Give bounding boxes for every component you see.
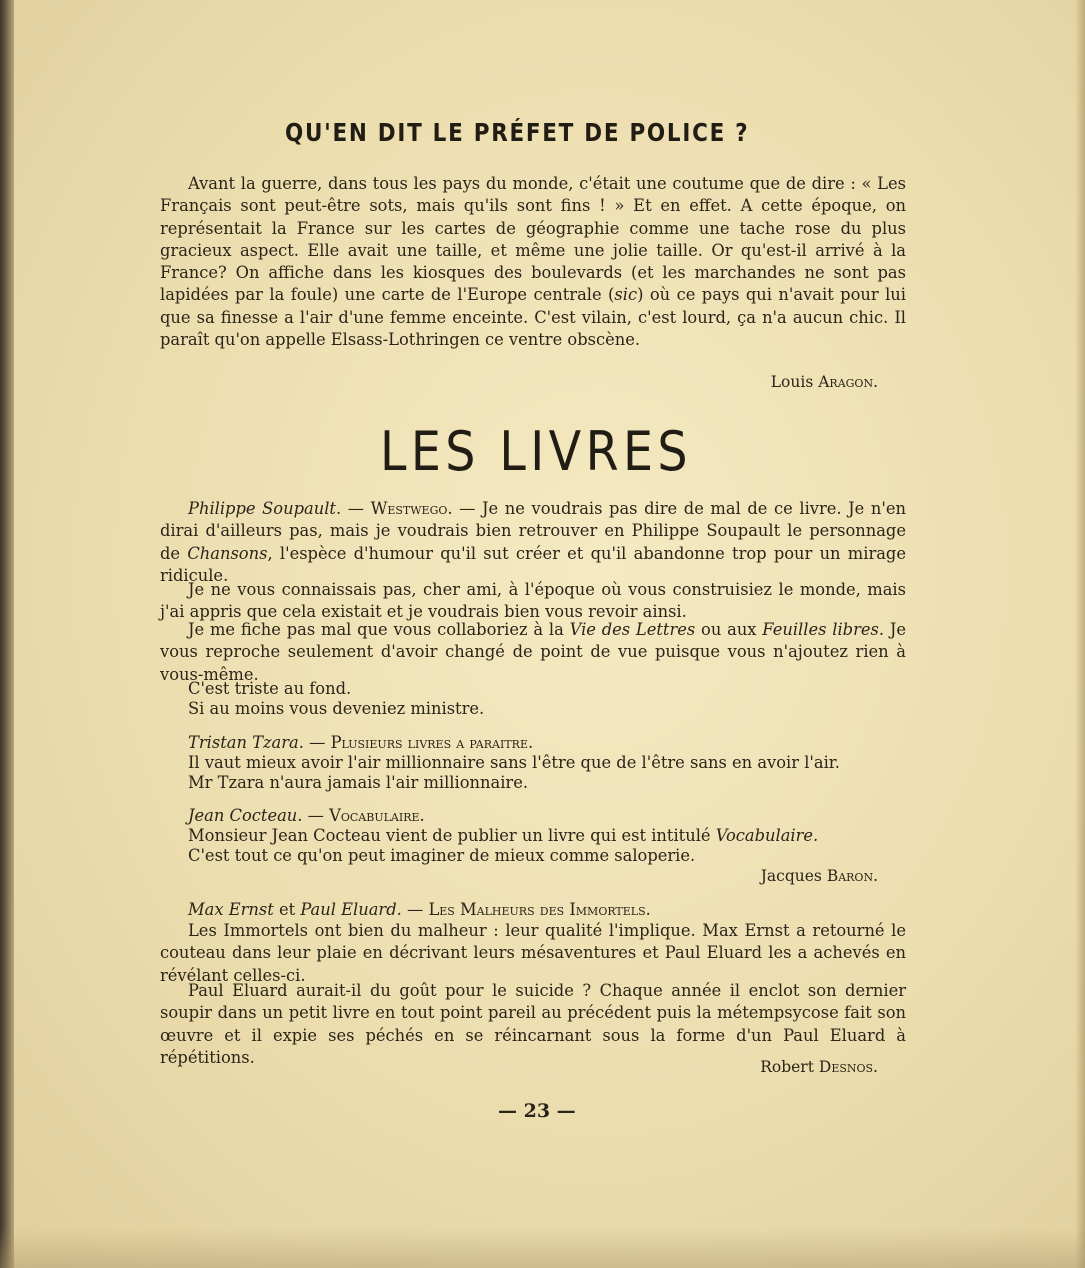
- review-italic: Chansons: [187, 543, 268, 563]
- signature-last-name: Aragon.: [818, 373, 878, 391]
- conjunction: et: [273, 900, 301, 919]
- review-ernst-eluard-p1: Les Immortels ont bien du malheur : leur qualité l'implique. Max Ernst a retourné le couteau dans leur plaie en décrivant leurs mésaventures et Paul Eluard les a achevés en révélant celles-ci.: [160, 921, 906, 985]
- review-author: Paul Eluard.: [300, 900, 402, 919]
- signature-first-name: Robert: [760, 1058, 814, 1076]
- signature-first-name: Louis: [770, 373, 814, 391]
- review-soupault-p1: [160, 498, 906, 587]
- signature-aragon: [771, 373, 878, 391]
- article-paragraph: [160, 173, 906, 351]
- review-text: , l'espèce d'humour qu'il sut créer et qu'il abandonne trop pour un mirage ridicule.: [160, 543, 906, 585]
- signature-desnos: [760, 1058, 878, 1076]
- separator: —: [401, 900, 429, 919]
- review-ernst-eluard-p2: Paul Eluard aurait-il du goût pour le suicide ? Chaque année il enclot son dernier soupir dans un petit livre en tout point pareil au précédent puis la métempsycose fait son œuvre et il expie ses péchés en se réincarnant sous la forme d'un Paul Eluard à répétitions.: [160, 981, 906, 1067]
- review-text: ou aux: [695, 620, 763, 639]
- section-title: LES LIVRES: [380, 420, 692, 483]
- review-soupault-p2: Je ne vous connaissais pas, cher ami, à l'époque où vous construisiez le monde, mais j'ai appris que cela existait et je voudrais bien vous revoir ainsi.: [160, 580, 906, 622]
- book-spine: [0, 0, 14, 1268]
- signature-last-name: Desnos.: [818, 1058, 878, 1076]
- sic-note: sic: [614, 285, 638, 305]
- page-edge-right: [1075, 0, 1085, 1268]
- article-text-end: ) où ce pays qui n'avait pour lui que sa finesse a l'air d'une femme enceinte. C'est vilain, c'est lourd, ça n'a aucun chic. Il paraît qu'on appelle Elsass-Lothringen ce ventre obscène.: [160, 285, 906, 350]
- review-tzara-heading: [188, 733, 533, 752]
- article-text: Avant la guerre, dans tous les pays du monde, c'était une coutume que de dire : « Les Français sont peut-être sots, mais qu'ils sont fins ! » Et en effet. A cette époque, on représentait la France sur les cartes de géographie comme une tache rose du plus gracieux aspect. Elle avait une taille, et même une jolie taille. Or qu'est-il arrivé à la France? On affiche dans les kiosques des boulevards (et les marchandes ne sont pas lapidées par la foule) une carte de l'Europe centrale (: [160, 174, 906, 305]
- review-italic: Feuilles libres: [762, 620, 879, 639]
- review-tzara-line1: Il vaut mieux avoir l'air millionnaire sans l'être que de l'être sans en avoir l'air.: [188, 753, 840, 772]
- review-text: Je me fiche pas mal que vous collaboriez à la: [188, 620, 570, 639]
- page-number: — 23 —: [498, 1100, 576, 1122]
- review-cocteau-line1: [188, 826, 818, 845]
- signature-last-name: Baron.: [826, 867, 878, 885]
- review-book-title: Plusieurs livres a paraitre.: [330, 733, 534, 752]
- review-text: . Je vous reproche seulement d'avoir changé de point de vue puisque vous n'ajoutez rien à vous-même.: [160, 620, 906, 684]
- signature-first-name: Jacques: [760, 867, 822, 885]
- review-text: Je ne voudrais pas dire de mal de ce livre. Je n'en dirai d'ailleurs pas, mais je voudrais bien retrouver en Philippe Soupault le personnage de: [160, 499, 906, 563]
- separator: —: [341, 499, 371, 518]
- review-soupault-p3: [160, 619, 906, 686]
- review-cocteau-line2: C'est tout ce qu'on peut imaginer de mieux comme saloperie.: [188, 846, 696, 865]
- review-book-title: Westwego.: [370, 499, 453, 518]
- separator: —: [452, 499, 483, 518]
- page-edge-bottom: [0, 1228, 1085, 1268]
- review-soupault-line1: C'est triste au fond.: [188, 679, 352, 698]
- review-author: Jean Cocteau.: [188, 806, 303, 825]
- review-author: Tristan Tzara.: [188, 733, 304, 752]
- separator: —: [303, 733, 331, 752]
- separator: —: [302, 806, 330, 825]
- review-ernst-eluard-heading: [188, 900, 651, 919]
- review-author: Max Ernst: [188, 900, 274, 919]
- review-text: Monsieur Jean Cocteau vient de publier un livre qui est intitulé: [188, 826, 716, 845]
- review-tzara-line2: Mr Tzara n'aura jamais l'air millionnaire.: [188, 773, 528, 792]
- review-italic: Vie des Lettres: [569, 620, 696, 639]
- review-book-title: Les Malheurs des Immortels.: [428, 900, 651, 919]
- review-author: Philippe Soupault.: [188, 499, 342, 518]
- article-title: QU'EN DIT LE PRÉFET DE POLICE ?: [285, 118, 750, 147]
- review-italic: Vocabulaire.: [715, 826, 819, 845]
- signature-baron: [761, 867, 878, 885]
- review-cocteau-heading: [188, 806, 425, 825]
- review-soupault-line2: Si au moins vous deveniez ministre.: [188, 699, 485, 718]
- review-book-title: Vocabulaire.: [329, 806, 425, 825]
